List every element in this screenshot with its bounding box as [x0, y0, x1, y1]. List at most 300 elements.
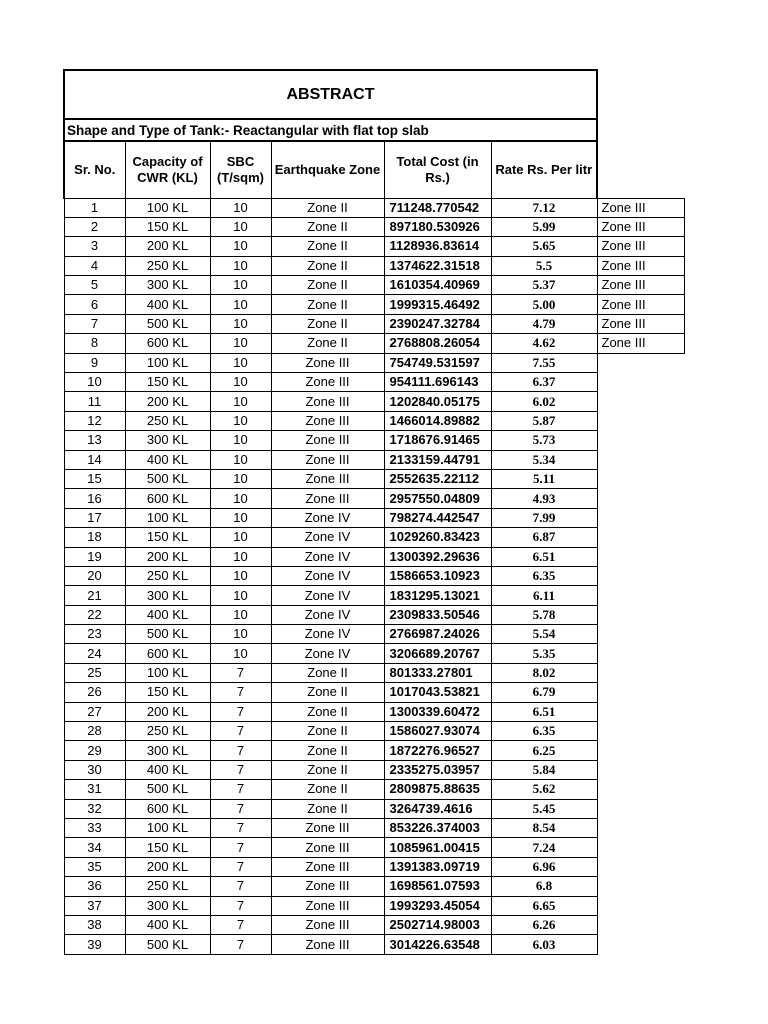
cell-sbc: 10 [210, 625, 271, 644]
cell-extra-zone [597, 877, 684, 896]
cell-sbc: 7 [210, 935, 271, 954]
cell-extra-zone [597, 586, 684, 605]
cell-capacity: 100 KL [125, 353, 210, 372]
cell-zone: Zone III [271, 838, 384, 857]
cell-sbc: 10 [210, 314, 271, 333]
cell-total-cost: 2390247.32784 [384, 314, 491, 333]
cell-sr-no: 31 [64, 780, 125, 799]
cell-extra-zone [597, 566, 684, 585]
cell-extra-zone [597, 838, 684, 857]
cell-extra-zone: Zone III [597, 334, 684, 353]
cell-zone: Zone III [271, 489, 384, 508]
cell-zone: Zone III [271, 373, 384, 392]
cell-zone: Zone III [271, 353, 384, 372]
cell-sr-no: 21 [64, 586, 125, 605]
table-row [64, 411, 684, 430]
cell-sbc: 7 [210, 683, 271, 702]
cell-sbc: 10 [210, 431, 271, 450]
cell-rate: 6.79 [491, 683, 597, 702]
table-row [64, 780, 684, 799]
cell-extra-zone: Zone III [597, 237, 684, 256]
cell-capacity: 250 KL [125, 411, 210, 430]
cell-rate: 6.96 [491, 857, 597, 876]
cell-total-cost: 2957550.04809 [384, 489, 491, 508]
cell-capacity: 100 KL [125, 663, 210, 682]
cell-capacity: 600 KL [125, 334, 210, 353]
table-row [64, 528, 684, 547]
cell-total-cost: 2502714.98003 [384, 915, 491, 934]
cell-capacity: 150 KL [125, 373, 210, 392]
cell-capacity: 200 KL [125, 547, 210, 566]
cell-zone: Zone II [271, 295, 384, 314]
cell-extra-zone [597, 431, 684, 450]
cell-capacity: 500 KL [125, 935, 210, 954]
cell-extra-zone [597, 819, 684, 838]
cell-total-cost: 1128936.83614 [384, 237, 491, 256]
table-row [64, 256, 684, 275]
cell-zone: Zone II [271, 314, 384, 333]
cell-capacity: 400 KL [125, 605, 210, 624]
cell-rate: 5.54 [491, 625, 597, 644]
cell-sbc: 10 [210, 508, 271, 527]
cell-capacity: 500 KL [125, 469, 210, 488]
cell-sbc: 7 [210, 877, 271, 896]
table-row [64, 566, 684, 585]
cell-extra-zone: Zone III [597, 276, 684, 295]
cell-zone: Zone II [271, 722, 384, 741]
cell-total-cost: 1300392.29636 [384, 547, 491, 566]
cell-total-cost: 2768808.26054 [384, 334, 491, 353]
cell-sbc: 10 [210, 450, 271, 469]
cell-extra-zone [597, 780, 684, 799]
cell-zone: Zone II [271, 799, 384, 818]
table-row [64, 877, 684, 896]
cell-extra-zone [597, 663, 684, 682]
cell-sbc: 10 [210, 237, 271, 256]
cell-sbc: 7 [210, 663, 271, 682]
cell-extra-zone [597, 508, 684, 527]
cell-capacity: 300 KL [125, 431, 210, 450]
cell-capacity: 400 KL [125, 760, 210, 779]
cell-total-cost: 798274.442547 [384, 508, 491, 527]
cell-capacity: 150 KL [125, 683, 210, 702]
table-row [64, 838, 684, 857]
cell-sr-no: 4 [64, 256, 125, 275]
cell-total-cost: 1466014.89882 [384, 411, 491, 430]
cell-zone: Zone II [271, 256, 384, 275]
table-row [64, 896, 684, 915]
cell-sr-no: 38 [64, 915, 125, 934]
cell-zone: Zone IV [271, 586, 384, 605]
cell-extra-zone: Zone III [597, 217, 684, 236]
cell-extra-zone [597, 644, 684, 663]
cell-sr-no: 32 [64, 799, 125, 818]
cell-sbc: 7 [210, 702, 271, 721]
cell-rate: 5.78 [491, 605, 597, 624]
cell-extra-zone [597, 799, 684, 818]
table-row [64, 198, 684, 217]
header-capacity: Capacity of CWR (KL) [125, 141, 210, 198]
cell-rate: 5.62 [491, 780, 597, 799]
table-row [64, 237, 684, 256]
cell-capacity: 400 KL [125, 450, 210, 469]
cell-zone: Zone IV [271, 625, 384, 644]
cell-sr-no: 24 [64, 644, 125, 663]
cell-extra-zone [597, 741, 684, 760]
cell-extra-zone [597, 760, 684, 779]
cell-zone: Zone II [271, 741, 384, 760]
table-row [64, 508, 684, 527]
cell-rate: 6.02 [491, 392, 597, 411]
cell-sr-no: 25 [64, 663, 125, 682]
cell-sr-no: 22 [64, 605, 125, 624]
cell-sbc: 10 [210, 373, 271, 392]
cell-zone: Zone IV [271, 566, 384, 585]
sheet-title: ABSTRACT [64, 70, 597, 119]
cell-total-cost: 1610354.40969 [384, 276, 491, 295]
cell-rate: 6.35 [491, 722, 597, 741]
cell-capacity: 300 KL [125, 586, 210, 605]
cell-zone: Zone III [271, 450, 384, 469]
header-row [64, 141, 684, 198]
cell-rate: 6.03 [491, 935, 597, 954]
cell-total-cost: 1085961.00415 [384, 838, 491, 857]
cell-sbc: 10 [210, 256, 271, 275]
cell-capacity: 100 KL [125, 198, 210, 217]
cell-rate: 5.87 [491, 411, 597, 430]
cell-extra-zone [597, 489, 684, 508]
cell-extra-zone [597, 915, 684, 934]
cell-total-cost: 1586027.93074 [384, 722, 491, 741]
cell-zone: Zone II [271, 334, 384, 353]
cell-sr-no: 26 [64, 683, 125, 702]
cell-total-cost: 1029260.83423 [384, 528, 491, 547]
cell-total-cost: 2809875.88635 [384, 780, 491, 799]
cell-rate: 5.00 [491, 295, 597, 314]
cell-rate: 5.34 [491, 450, 597, 469]
cell-sr-no: 37 [64, 896, 125, 915]
cell-rate: 4.79 [491, 314, 597, 333]
table-row [64, 547, 684, 566]
cell-capacity: 200 KL [125, 392, 210, 411]
cell-rate: 6.51 [491, 702, 597, 721]
cell-zone: Zone III [271, 392, 384, 411]
cell-sbc: 10 [210, 547, 271, 566]
cell-zone: Zone IV [271, 508, 384, 527]
table-row [64, 663, 684, 682]
cell-extra-zone [597, 896, 684, 915]
cell-capacity: 250 KL [125, 722, 210, 741]
cell-zone: Zone II [271, 217, 384, 236]
table-row [64, 353, 684, 372]
cell-sr-no: 34 [64, 838, 125, 857]
cell-capacity: 250 KL [125, 566, 210, 585]
cell-zone: Zone III [271, 896, 384, 915]
cell-zone: Zone III [271, 877, 384, 896]
cell-extra-zone: Zone III [597, 256, 684, 275]
cell-total-cost: 897180.530926 [384, 217, 491, 236]
cell-sbc: 10 [210, 469, 271, 488]
cell-extra-zone [597, 528, 684, 547]
cell-capacity: 300 KL [125, 896, 210, 915]
cell-capacity: 100 KL [125, 819, 210, 838]
cell-capacity: 400 KL [125, 915, 210, 934]
cell-capacity: 500 KL [125, 314, 210, 333]
cell-sbc: 7 [210, 799, 271, 818]
table-row [64, 334, 684, 353]
cell-rate: 6.25 [491, 741, 597, 760]
cell-extra-zone [597, 625, 684, 644]
cell-zone: Zone II [271, 760, 384, 779]
cell-sr-no: 10 [64, 373, 125, 392]
cell-rate: 7.24 [491, 838, 597, 857]
cell-sr-no: 18 [64, 528, 125, 547]
cell-extra-zone [597, 450, 684, 469]
cell-rate: 6.51 [491, 547, 597, 566]
cell-capacity: 200 KL [125, 702, 210, 721]
cell-sbc: 10 [210, 586, 271, 605]
cell-zone: Zone III [271, 857, 384, 876]
cell-sbc: 10 [210, 566, 271, 585]
cell-total-cost: 2309833.50546 [384, 605, 491, 624]
cell-zone: Zone II [271, 237, 384, 256]
table-row [64, 915, 684, 934]
cell-rate: 5.45 [491, 799, 597, 818]
cell-total-cost: 1017043.53821 [384, 683, 491, 702]
cell-sr-no: 36 [64, 877, 125, 896]
abstract-table [63, 69, 685, 955]
cell-sbc: 7 [210, 780, 271, 799]
cell-capacity: 300 KL [125, 276, 210, 295]
cell-sr-no: 5 [64, 276, 125, 295]
cell-sbc: 10 [210, 276, 271, 295]
cell-sr-no: 19 [64, 547, 125, 566]
cell-rate: 7.99 [491, 508, 597, 527]
cell-total-cost: 801333.27801 [384, 663, 491, 682]
cell-rate: 5.5 [491, 256, 597, 275]
cell-rate: 7.12 [491, 198, 597, 217]
cell-total-cost: 1999315.46492 [384, 295, 491, 314]
cell-total-cost: 1586653.10923 [384, 566, 491, 585]
cell-sr-no: 11 [64, 392, 125, 411]
cell-zone: Zone III [271, 915, 384, 934]
table-row [64, 314, 684, 333]
cell-sr-no: 12 [64, 411, 125, 430]
cell-capacity: 500 KL [125, 625, 210, 644]
cell-total-cost: 3264739.4616 [384, 799, 491, 818]
cell-extra-zone [597, 469, 684, 488]
cell-sr-no: 13 [64, 431, 125, 450]
table-row [64, 722, 684, 741]
cell-total-cost: 853226.374003 [384, 819, 491, 838]
cell-sr-no: 14 [64, 450, 125, 469]
cell-extra-zone [597, 605, 684, 624]
cell-zone: Zone IV [271, 528, 384, 547]
cell-total-cost: 1300339.60472 [384, 702, 491, 721]
cell-total-cost: 3206689.20767 [384, 644, 491, 663]
cell-total-cost: 754749.531597 [384, 353, 491, 372]
cell-sbc: 10 [210, 411, 271, 430]
cell-sr-no: 28 [64, 722, 125, 741]
cell-extra-zone [597, 722, 684, 741]
cell-capacity: 300 KL [125, 741, 210, 760]
tank-type-line: Shape and Type of Tank:- Reactangular with flat top slab [64, 119, 597, 141]
cell-sr-no: 23 [64, 625, 125, 644]
table-row [64, 276, 684, 295]
cell-rate: 5.73 [491, 431, 597, 450]
table-row [64, 295, 684, 314]
header-rate: Rate Rs. Per litr [491, 141, 597, 198]
header-total-cost: Total Cost (in Rs.) [384, 141, 491, 198]
cell-capacity: 400 KL [125, 295, 210, 314]
cell-rate: 7.55 [491, 353, 597, 372]
cell-sbc: 10 [210, 353, 271, 372]
cell-capacity: 200 KL [125, 237, 210, 256]
cell-extra-zone: Zone III [597, 295, 684, 314]
table-row [64, 683, 684, 702]
cell-total-cost: 1993293.45054 [384, 896, 491, 915]
cell-capacity: 250 KL [125, 877, 210, 896]
cell-zone: Zone III [271, 431, 384, 450]
cell-rate: 5.37 [491, 276, 597, 295]
cell-total-cost: 1872276.96527 [384, 741, 491, 760]
cell-sbc: 10 [210, 605, 271, 624]
header-sr-no: Sr. No. [64, 141, 125, 198]
cell-extra-zone [597, 702, 684, 721]
cell-sbc: 10 [210, 334, 271, 353]
cell-sr-no: 16 [64, 489, 125, 508]
table-row [64, 702, 684, 721]
cell-total-cost: 2133159.44791 [384, 450, 491, 469]
cell-rate: 8.02 [491, 663, 597, 682]
table-row [64, 431, 684, 450]
cell-capacity: 150 KL [125, 528, 210, 547]
cell-sr-no: 7 [64, 314, 125, 333]
cell-sbc: 10 [210, 295, 271, 314]
cell-capacity: 200 KL [125, 857, 210, 876]
cell-zone: Zone III [271, 411, 384, 430]
table-row [64, 819, 684, 838]
cell-total-cost: 711248.770542 [384, 198, 491, 217]
cell-sbc: 7 [210, 760, 271, 779]
cell-zone: Zone III [271, 935, 384, 954]
cell-sbc: 7 [210, 819, 271, 838]
cell-sbc: 10 [210, 217, 271, 236]
cell-sr-no: 17 [64, 508, 125, 527]
table-row [64, 489, 684, 508]
cell-extra-zone [597, 392, 684, 411]
cell-sbc: 10 [210, 198, 271, 217]
cell-zone: Zone IV [271, 547, 384, 566]
cell-sr-no: 3 [64, 237, 125, 256]
cell-zone: Zone IV [271, 644, 384, 663]
header-sbc: SBC (T/sqm) [210, 141, 271, 198]
cell-rate: 6.8 [491, 877, 597, 896]
cell-extra-zone [597, 935, 684, 954]
cell-zone: Zone III [271, 819, 384, 838]
cell-extra-zone [597, 857, 684, 876]
table-row [64, 450, 684, 469]
cell-sbc: 10 [210, 489, 271, 508]
table-row [64, 760, 684, 779]
cell-total-cost: 2335275.03957 [384, 760, 491, 779]
cell-rate: 4.93 [491, 489, 597, 508]
cell-zone: Zone II [271, 702, 384, 721]
cell-sr-no: 20 [64, 566, 125, 585]
cell-total-cost: 954111.696143 [384, 373, 491, 392]
cell-capacity: 150 KL [125, 838, 210, 857]
cell-capacity: 250 KL [125, 256, 210, 275]
table-row [64, 469, 684, 488]
cell-sr-no: 33 [64, 819, 125, 838]
table-row [64, 799, 684, 818]
cell-sbc: 10 [210, 644, 271, 663]
cell-sr-no: 35 [64, 857, 125, 876]
cell-sr-no: 27 [64, 702, 125, 721]
cell-sbc: 7 [210, 915, 271, 934]
cell-sr-no: 1 [64, 198, 125, 217]
cell-sr-no: 6 [64, 295, 125, 314]
cell-rate: 6.26 [491, 915, 597, 934]
cell-sr-no: 39 [64, 935, 125, 954]
cell-total-cost: 1374622.31518 [384, 256, 491, 275]
table-row [64, 586, 684, 605]
cell-zone: Zone II [271, 683, 384, 702]
cell-extra-zone [597, 683, 684, 702]
cell-rate: 6.35 [491, 566, 597, 585]
cell-zone: Zone III [271, 469, 384, 488]
cell-extra-zone [597, 411, 684, 430]
table-row [64, 392, 684, 411]
cell-sr-no: 8 [64, 334, 125, 353]
cell-rate: 5.99 [491, 217, 597, 236]
cell-rate: 6.65 [491, 896, 597, 915]
cell-total-cost: 1698561.07593 [384, 877, 491, 896]
table-row [64, 935, 684, 954]
cell-rate: 6.11 [491, 586, 597, 605]
cell-sbc: 7 [210, 896, 271, 915]
cell-rate: 5.35 [491, 644, 597, 663]
cell-sr-no: 2 [64, 217, 125, 236]
cell-sbc: 7 [210, 857, 271, 876]
cell-capacity: 600 KL [125, 489, 210, 508]
cell-extra-zone [597, 547, 684, 566]
cell-sr-no: 30 [64, 760, 125, 779]
cell-sbc: 7 [210, 838, 271, 857]
table-row [64, 625, 684, 644]
cell-zone: Zone II [271, 663, 384, 682]
cell-zone: Zone II [271, 780, 384, 799]
cell-extra-zone: Zone III [597, 314, 684, 333]
cell-capacity: 100 KL [125, 508, 210, 527]
cell-capacity: 600 KL [125, 799, 210, 818]
cell-total-cost: 2766987.24026 [384, 625, 491, 644]
table-row [64, 373, 684, 392]
cell-zone: Zone II [271, 276, 384, 295]
cell-capacity: 150 KL [125, 217, 210, 236]
cell-sbc: 10 [210, 528, 271, 547]
table-row [64, 857, 684, 876]
cell-total-cost: 3014226.63548 [384, 935, 491, 954]
header-earthquake-zone: Earthquake Zone [271, 141, 384, 198]
cell-sbc: 7 [210, 722, 271, 741]
cell-total-cost: 1202840.05175 [384, 392, 491, 411]
cell-capacity: 500 KL [125, 780, 210, 799]
cell-extra-zone [597, 373, 684, 392]
cell-total-cost: 1718676.91465 [384, 431, 491, 450]
cell-sr-no: 29 [64, 741, 125, 760]
table-row [64, 605, 684, 624]
